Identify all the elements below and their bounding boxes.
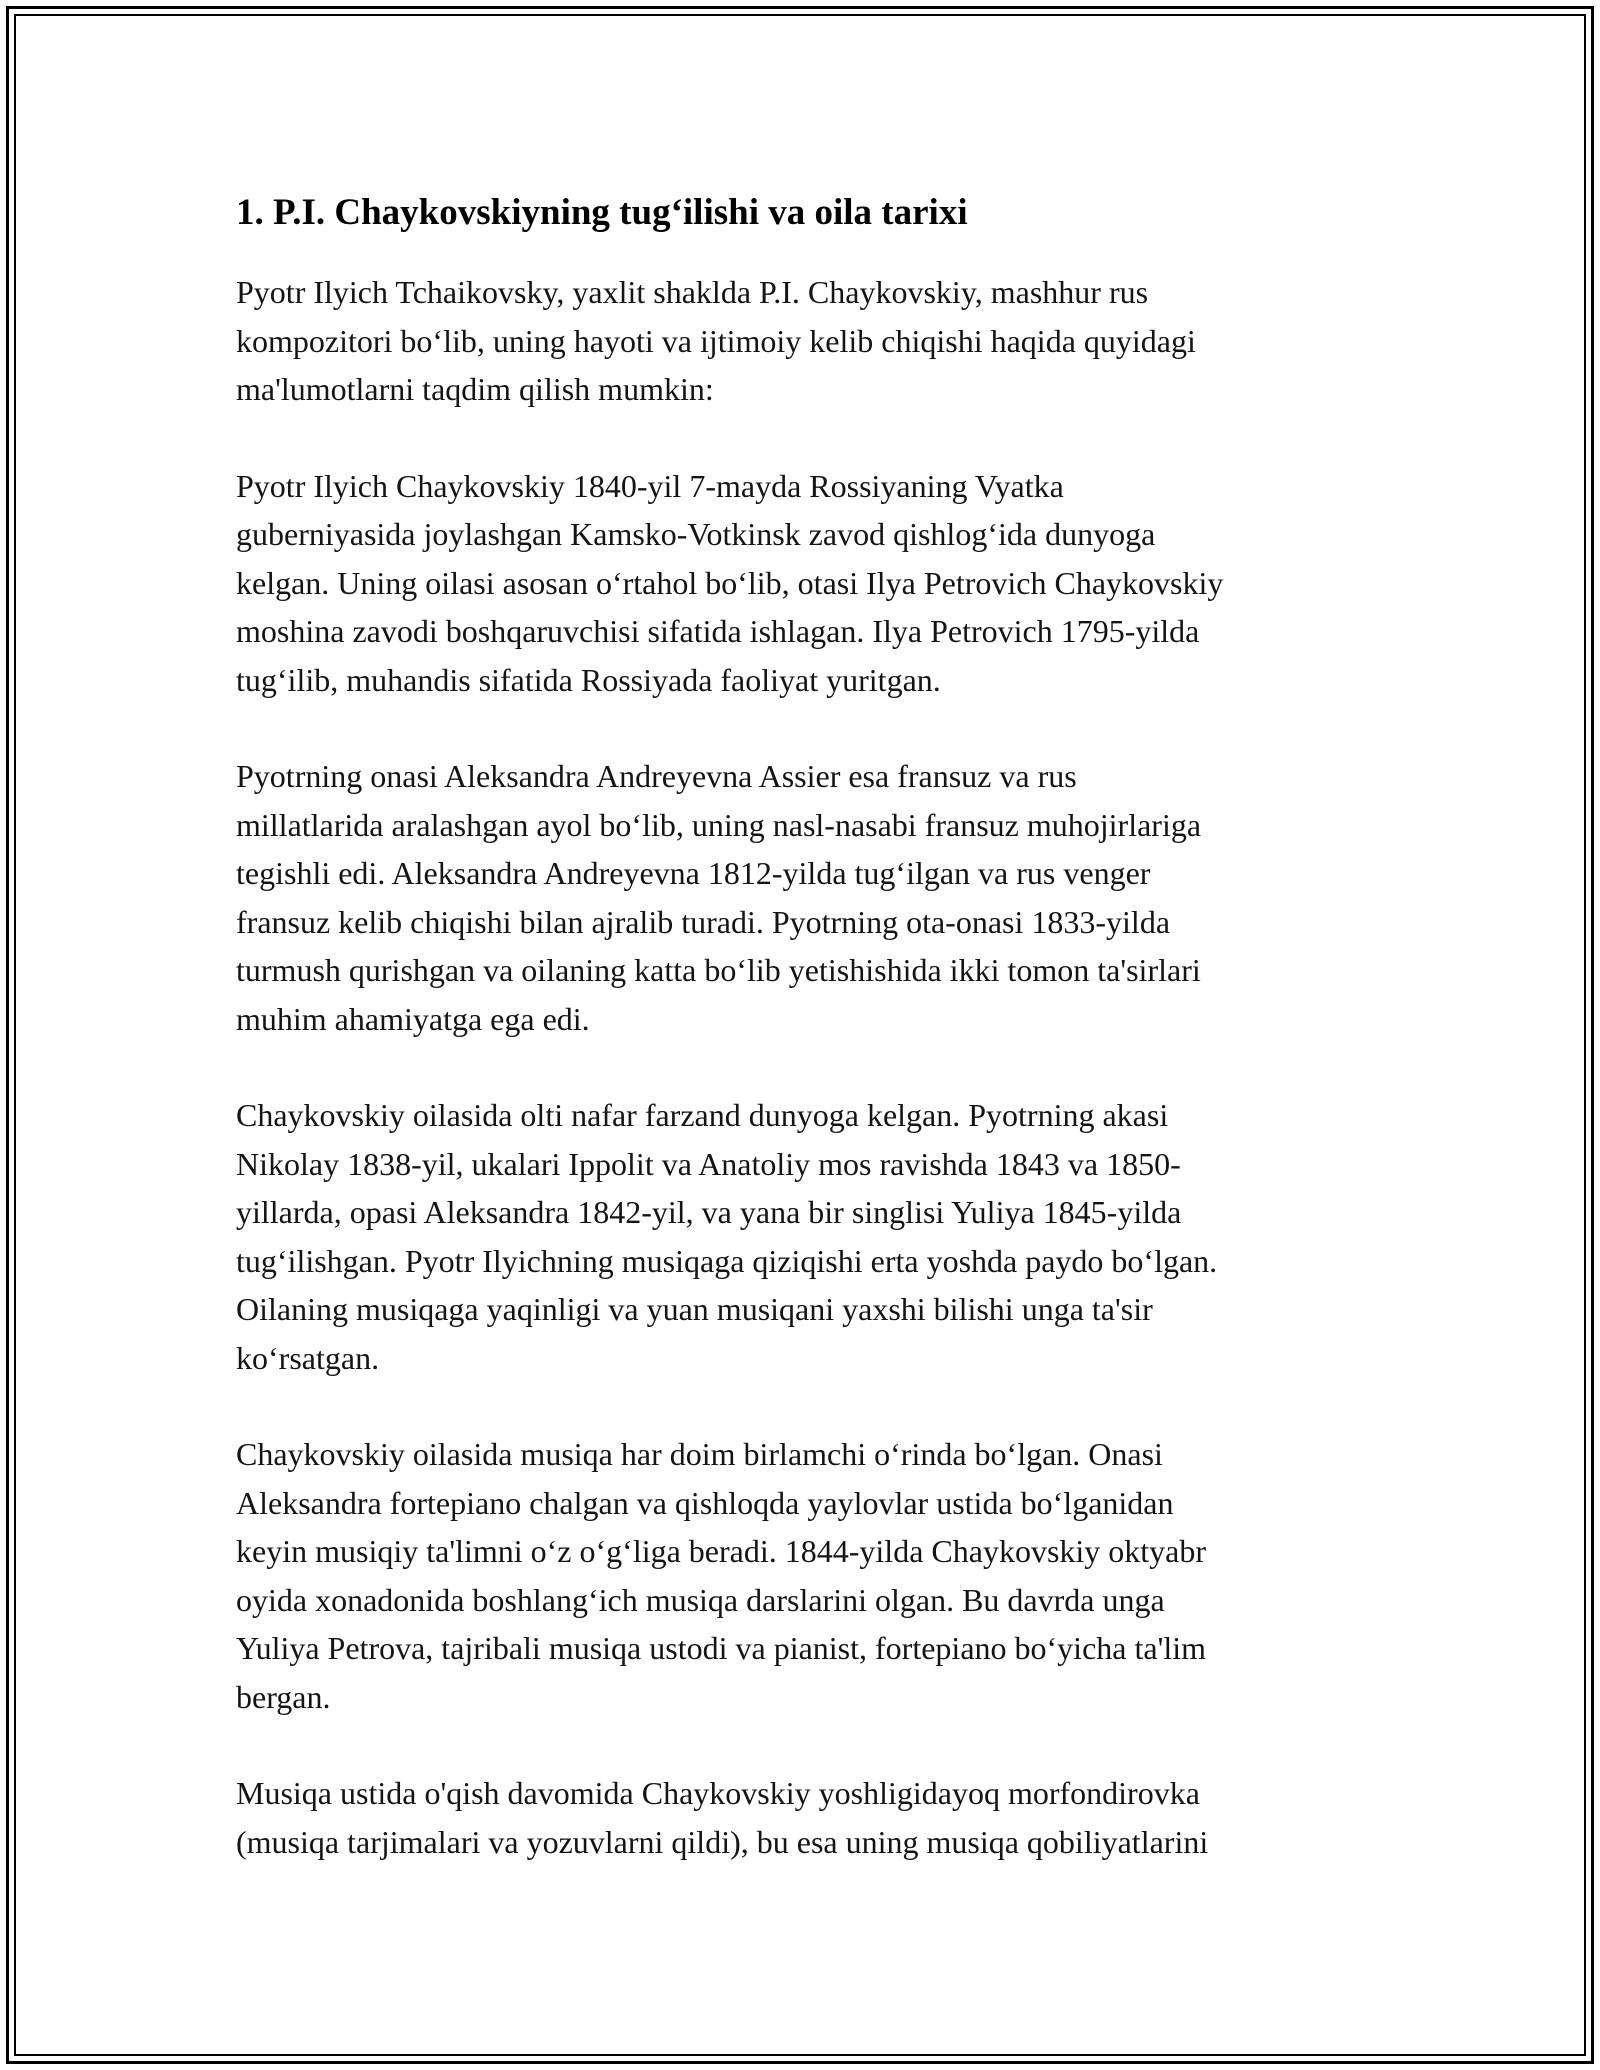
- section-heading: 1. P.I. Chaykovskiyning tug‘ilishi va oila tarixi: [236, 192, 968, 233]
- document-body: [236, 188, 1366, 1914]
- paragraph-mother: Pyotrning onasi Aleksandra Andreyevna Assier esa fransuz va rus millatlarida aralashgan ayol bo‘lib, uning nasl-nasabi fransuz muhojirlariga tegishli edi. Aleksandra Andreyevna 1812-yilda tug‘ilgan va rus venger fransuz kelib chiqishi bilan ajralib turadi. Pyotrning ota-onasi 1833-yilda turmush qurishgan va oilaning katta bo‘lib yetishishida ikki tomon ta'sirlari muhim ahamiyatga ega edi.: [236, 758, 1202, 1037]
- paragraph-music-family: Chaykovskiy oilasida musiqa har doim birlamchi o‘rinda bo‘lgan. Onasi Aleksandra fortepiano chalgan va qishloqda yaylovlar ustida bo‘lganidan keyin musiqiy ta'limni o‘z o‘g‘liga beradi. 1844-yilda Chaykovskiy oktyabr oyida xonadonida boshlang‘ich musiqa darslarini olgan. Bu davrda unga Yuliya Petrova, tajribali musiqa ustodi va pianist, fortepiano bo‘yicha ta'lim bergan.: [236, 1436, 1207, 1715]
- paragraph-siblings: Chaykovskiy oilasida olti nafar farzand dunyoga kelgan. Pyotrning akasi Nikolay 1838-yil, ukalari Ippolit va Anatoliy mos ravishda 1843 va 1850- yillarda, opasi Aleksandra 1842-yil, va yana bir singlisi Yuliya 1845-yilda tug‘ilishgan. Pyotr Ilyichning musiqaga qiziqishi erta yoshda paydo bo‘lgan. Oilaning musiqaga yaqinligi va yuan musiqani yaxshi bilishi unga ta'sir ko‘rsatgan.: [236, 1097, 1218, 1376]
- paragraph-intro: Pyotr Ilyich Tchaikovsky, yaxlit shaklda P.I. Chaykovskiy, mashhur rus kompozitori bo‘lib, uning hayoti va ijtimoiy kelib chiqishi haqida quyidagi ma'lumotlarni taqdim qilish mumkin:: [236, 274, 1196, 407]
- paragraph-birth: Pyotr Ilyich Chaykovskiy 1840-yil 7-mayda Rossiyaning Vyatka guberniyasida joylashgan Kamsko-Votkinsk zavod qishlog‘ida dunyoga kelgan. Uning oilasi asosan o‘rtahol bo‘lib, otasi Ilya Petrovich Chaykovskiy moshina zavodi boshqaruvchisi sifatida ishlagan. Ilya Petrovich 1795-yilda tug‘ilib, muhandis sifatida Rossiyada faoliyat yuritgan.: [236, 467, 1224, 698]
- paragraph-music-study: Musiqa ustida o'qish davomida Chaykovskiy yoshligidayoq morfondirovka (musiqa tarjimalari va yozuvlarni qildi), bu esa uning musiqa qobiliyatlarini: [236, 1775, 1209, 1860]
